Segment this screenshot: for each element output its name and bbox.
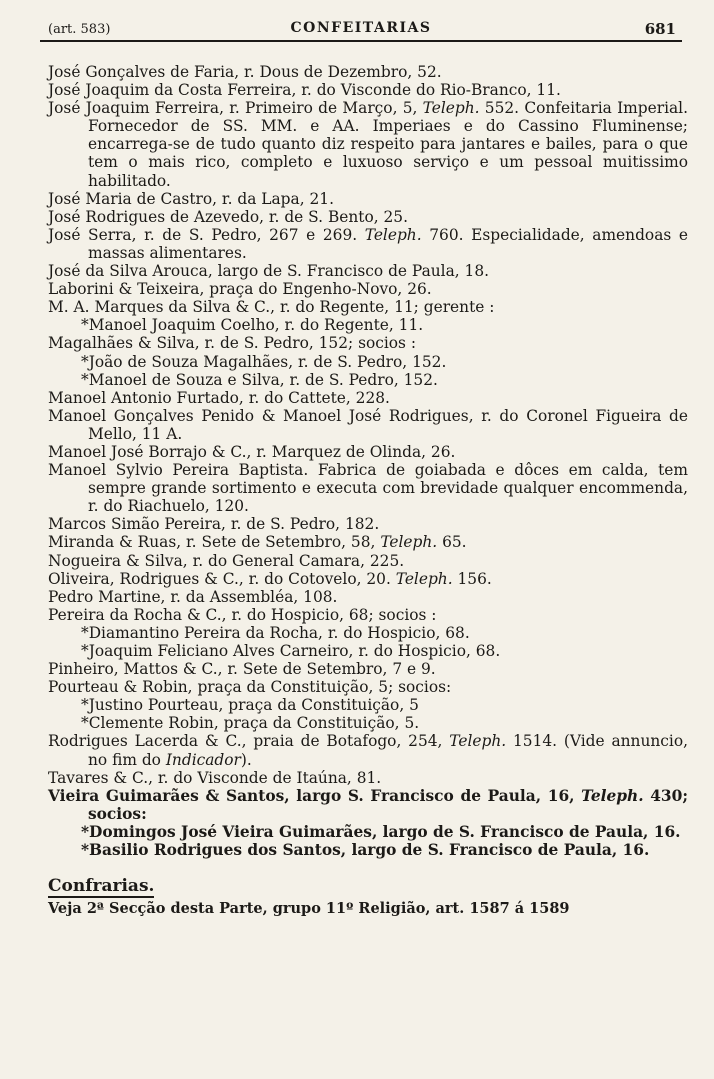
directory-entry (48, 190, 688, 208)
directory-entry (48, 262, 688, 280)
directory-entry (48, 226, 688, 262)
directory-entry (48, 515, 688, 533)
entry-text: ). (240, 750, 252, 769)
entry-italic-text: Teleph. (395, 569, 453, 588)
entry-text: 552. Confeitaria Imperial. Fornecedor de SS. MM. e AA. Imperiaes e do Cassino Fluminense; encarrega-se de tudo quanto diz respeito para jantares e bailes, para o que tem o mais rico, completo e luxuoso serviço e um pessoal muitissimo habilitado. (88, 99, 688, 190)
entry-italic-text: Indicador (165, 750, 241, 769)
directory-entry (48, 99, 688, 189)
entry-text: José Joaquim Ferreira, r. Primeiro de Março, 5, (48, 99, 423, 118)
entry-text: Laborini & Teixeira, praça do Engenho-Novo, 26. (48, 280, 432, 299)
entry-text: *João de Souza Magalhães, r. de S. Pedro, 152. (81, 352, 447, 371)
directory-entry (48, 787, 688, 823)
entry-text: M. A. Marques da Silva & C., r. do Regente, 11; gerente : (48, 298, 495, 317)
partner-line (48, 642, 688, 660)
directory-entry (48, 389, 688, 407)
entry-text: Magalhães & Silva, r. de S. Pedro, 152; socios : (48, 334, 417, 353)
entry-text: Manoel Antonio Furtado, r. do Cattete, 228. (48, 388, 390, 407)
partner-line (48, 624, 688, 642)
entry-text: *Manoel de Souza e Silva, r. de S. Pedro, 152. (81, 370, 438, 389)
entry-text: 430; socios: (88, 786, 689, 823)
page-title: CONFEITARIAS (290, 20, 432, 36)
entry-italic-text: Teleph. (422, 99, 480, 118)
directory-entry (48, 63, 688, 81)
partner-line (48, 353, 688, 371)
directory-entry (48, 443, 688, 461)
entry-text: Nogueira & Silva, r. do General Camara, 225. (48, 551, 405, 570)
directory-entry (48, 461, 688, 515)
entry-text: *Diamantino Pereira da Rocha, r. do Hospicio, 68. (81, 623, 470, 642)
directory-entry (48, 732, 688, 768)
entry-text: Pourteau & Robin, praça da Constituição, 5; socios: (48, 678, 452, 697)
entry-italic-text: Teleph. (581, 786, 644, 805)
partner-line (48, 823, 688, 841)
entry-text: José Maria de Castro, r. da Lapa, 21. (48, 189, 334, 208)
entry-text: *Basilio Rodrigues dos Santos, largo de S. Francisco de Paula, 16. (81, 841, 650, 860)
directory-entry (48, 533, 688, 551)
entry-text: Oliveira, Rodrigues & C., r. do Cotovelo, 20. (48, 569, 396, 588)
entry-italic-text: Teleph. (380, 533, 438, 552)
entry-text: *Joaquim Feliciano Alves Carneiro, r. do Hospicio, 68. (81, 642, 501, 660)
directory-entry (48, 407, 688, 443)
partner-line (48, 316, 688, 334)
directory-listing (48, 63, 688, 918)
entry-text: *Domingos José Vieira Guimarães, largo de S. Francisco de Paula, 16. (81, 822, 681, 841)
entry-text: 1514. (Vide annuncio, no fim do (88, 732, 688, 769)
entry-text: José Gonçalves de Faria, r. Dous de Dezembro, 52. (48, 63, 442, 81)
partner-line (48, 714, 688, 732)
directory-entry (48, 334, 688, 352)
entry-text: *Clemente Robin, praça da Constituição, 5. (81, 714, 420, 733)
entry-text: Tavares & C., r. do Visconde de Itaúna, 81. (48, 768, 382, 787)
directory-entry (48, 588, 688, 606)
entry-text: Manoel Sylvio Pereira Baptista. Fabrica de goiabada e dôces em calda, tem sempre grande sortimento e executa com brevidade qualquer encommenda, r. do Riachuelo, 120. (48, 461, 688, 516)
entry-text: Manoel Gonçalves Penido & Manoel José Rodrigues, r. do Coronel Figueira de Mello, 11 A. (48, 406, 688, 443)
directory-entry (48, 606, 688, 624)
entry-text: *Justino Pourteau, praça da Constituição, 5 (81, 696, 419, 715)
entry-text: José Serra, r. de S. Pedro, 267 e 269. (48, 225, 365, 244)
article-reference: (art. 583) (48, 22, 111, 37)
entry-text: Miranda & Ruas, r. Sete de Setembro, 58, (48, 533, 381, 552)
directory-entry (48, 81, 688, 99)
entry-text: Pedro Martine, r. da Assembléa, 108. (48, 587, 338, 606)
partner-line (48, 371, 688, 389)
partner-line (48, 841, 688, 859)
directory-entry (48, 280, 688, 298)
page-number: 681 (644, 20, 676, 38)
entry-text: Pinheiro, Mattos & C., r. Sete de Setembro, 7 e 9. (48, 660, 436, 679)
entry-text: José Joaquim da Costa Ferreira, r. do Visconde do Rio-Branco, 11. (48, 81, 561, 100)
directory-entry (48, 298, 688, 316)
entry-italic-text: Teleph. (449, 732, 507, 751)
entry-text: Marcos Simão Pereira, r. de S. Pedro, 182. (48, 515, 380, 534)
section-note: Veja 2ª Secção desta Parte, grupo 11º Religião, art. 1587 á 1589 (48, 900, 570, 918)
directory-entry (48, 208, 688, 226)
entry-text: Manoel José Borrajo & C., r. Marquez de Olinda, 26. (48, 442, 456, 461)
directory-entry (48, 678, 688, 696)
entry-text: 156. (452, 569, 492, 588)
section-heading: Confrarias. (48, 877, 154, 898)
entry-text: Rodrigues Lacerda & C., praia de Botafogo, 254, (48, 732, 450, 751)
directory-entry (48, 660, 688, 678)
directory-entry (48, 570, 688, 588)
entry-text: *Manoel Joaquim Coelho, r. do Regente, 11. (81, 316, 424, 335)
entry-text: José da Silva Arouca, largo de S. Francisco de Paula, 18. (48, 262, 490, 281)
directory-entry (48, 769, 688, 787)
directory-entry (48, 552, 688, 570)
entry-text: 65. (437, 533, 467, 552)
page-header (40, 18, 682, 42)
entry-text: 760. Especialidade, amendoas e massas alimentares. (88, 225, 688, 262)
entry-italic-text: Teleph. (364, 225, 422, 244)
partner-line (48, 696, 688, 714)
entry-text: Pereira da Rocha & C., r. do Hospicio, 68; socios : (48, 605, 437, 624)
entry-text: José Rodrigues de Azevedo, r. de S. Bento, 25. (48, 207, 408, 226)
entry-text: Vieira Guimarães & Santos, largo S. Francisco de Paula, 16, (48, 786, 582, 805)
